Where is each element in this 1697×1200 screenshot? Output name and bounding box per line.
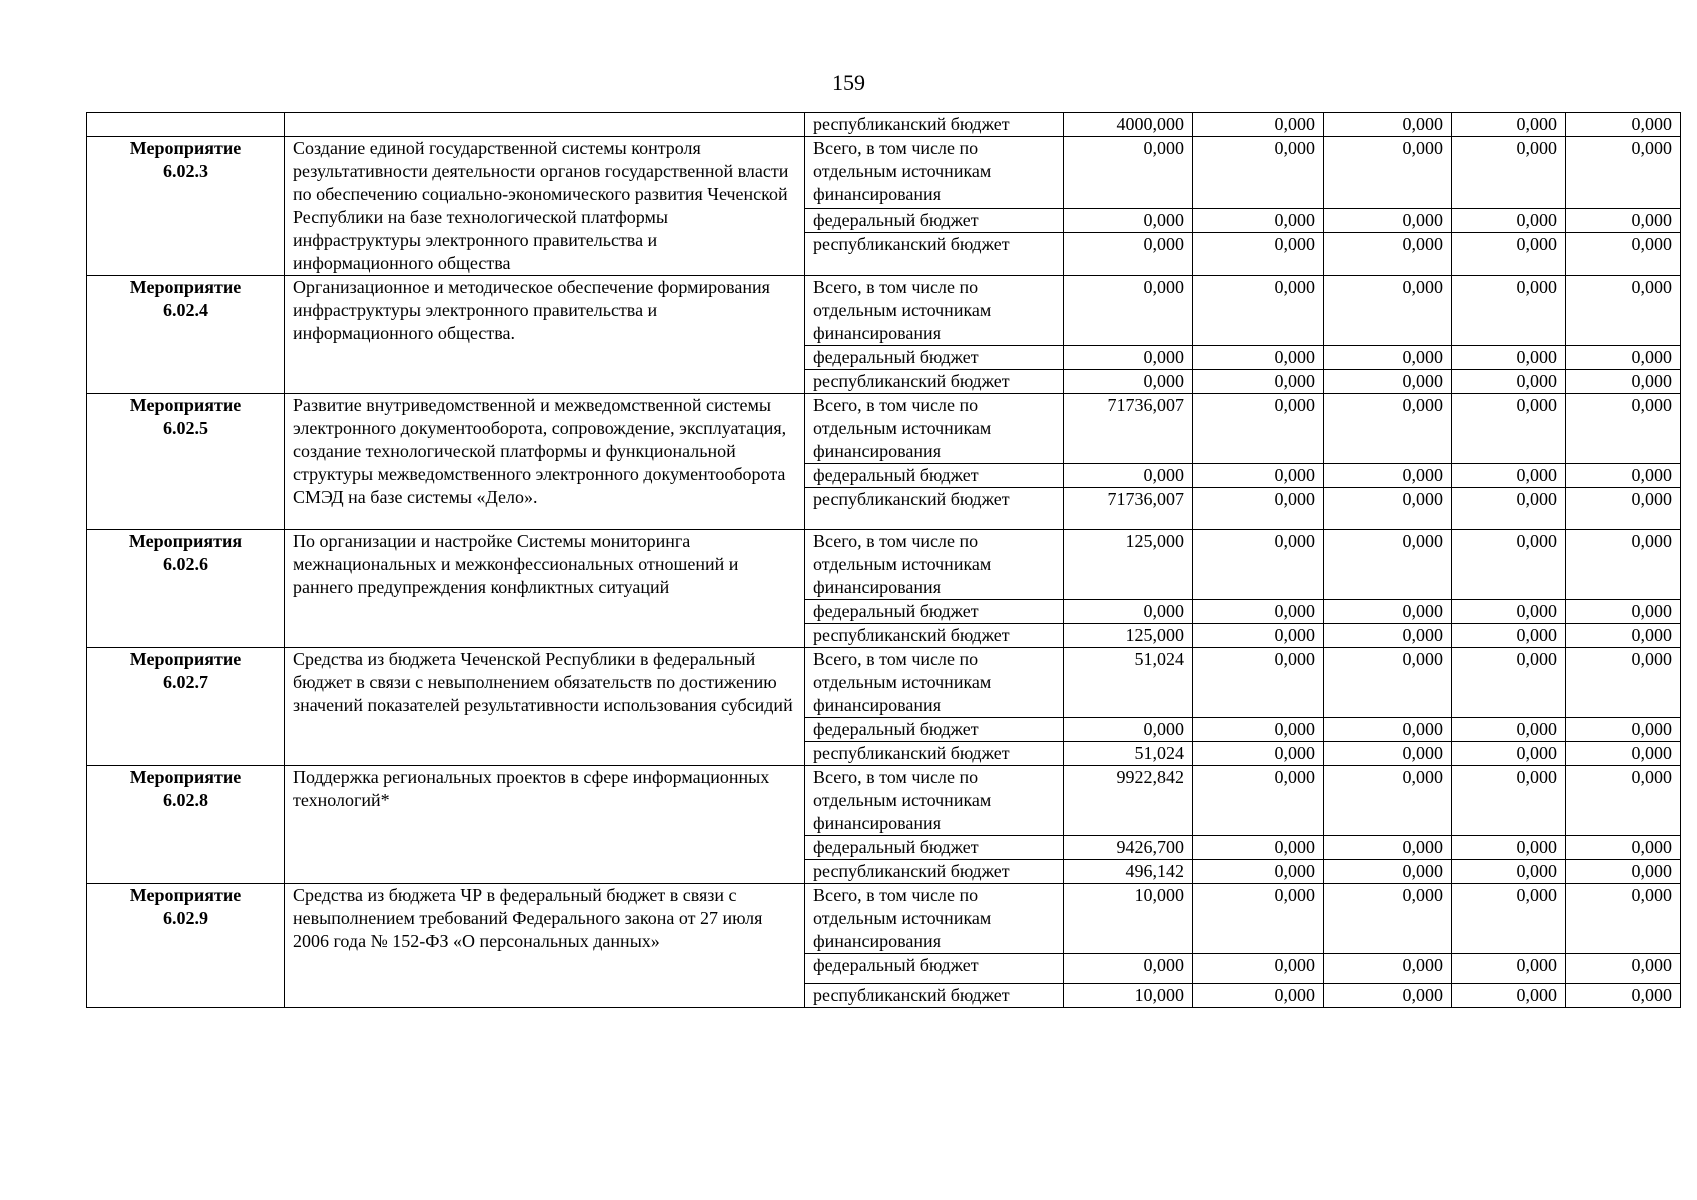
value-cell: 0,000 [1324, 346, 1452, 370]
measure-label-cell [87, 137, 285, 276]
value-cell: 0,000 [1193, 860, 1324, 884]
measure-label: Мероприятие [129, 767, 242, 787]
value-cell: 0,000 [1452, 766, 1566, 836]
value-cell: 0,000 [1452, 488, 1566, 530]
funding-source: республиканский бюджет [805, 624, 1064, 648]
measure-description: Организационное и методическое обеспечение формирования инфраструктуры электронного правительства и информационного общества. [285, 276, 805, 394]
value-cell: 0,000 [1324, 113, 1452, 137]
value-cell: 0,000 [1452, 137, 1566, 209]
financing-table [86, 112, 1681, 1008]
measure-row [87, 394, 1681, 464]
value-cell: 0,000 [1064, 276, 1193, 346]
value-cell: 0,000 [1324, 394, 1452, 464]
value-cell: 0,000 [1193, 648, 1324, 718]
value-cell: 0,000 [1452, 370, 1566, 394]
measure-row [87, 648, 1681, 718]
value-cell: 0,000 [1324, 600, 1452, 624]
value-cell: 51,024 [1064, 648, 1193, 718]
measure-row [87, 276, 1681, 346]
value-cell: 0,000 [1193, 208, 1324, 233]
value-cell: 0,000 [1324, 648, 1452, 718]
value-cell: 0,000 [1324, 276, 1452, 346]
value-cell: 0,000 [1452, 954, 1566, 984]
value-cell: 0,000 [1452, 648, 1566, 718]
value-cell: 0,000 [1452, 860, 1566, 884]
empty-description-cell [285, 113, 805, 137]
value-cell: 0,000 [1324, 488, 1452, 530]
measure-label: Мероприятие [129, 138, 242, 158]
value-cell: 0,000 [1324, 137, 1452, 209]
value-cell: 0,000 [1566, 860, 1681, 884]
measure-description: Средства из бюджета Чеченской Республики в федеральный бюджет в связи с невыполнением обязательств по достижению значений показателей результативности использования субсидий [285, 648, 805, 766]
value-cell: 0,000 [1452, 884, 1566, 954]
value-cell: 0,000 [1193, 742, 1324, 766]
value-cell: 0,000 [1193, 346, 1324, 370]
measure-code: 6.02.3 [163, 161, 208, 181]
value-cell: 0,000 [1193, 600, 1324, 624]
funding-source: республиканский бюджет [805, 860, 1064, 884]
funding-source: Всего, в том числе по отдельным источникам финансирования [805, 766, 1064, 836]
value-cell: 0,000 [1064, 600, 1193, 624]
value-cell: 0,000 [1566, 984, 1681, 1008]
funding-source: республиканский бюджет [805, 370, 1064, 394]
value-cell: 0,000 [1452, 113, 1566, 137]
measure-label-cell [87, 394, 285, 530]
value-cell: 0,000 [1193, 233, 1324, 276]
measure-label-cell [87, 766, 285, 884]
value-cell: 0,000 [1566, 884, 1681, 954]
measure-row [87, 137, 1681, 209]
value-cell: 0,000 [1566, 208, 1681, 233]
value-cell: 0,000 [1566, 370, 1681, 394]
value-cell: 0,000 [1193, 137, 1324, 209]
value-cell: 0,000 [1452, 233, 1566, 276]
empty-measure-cell [87, 113, 285, 137]
funding-source: федеральный бюджет [805, 954, 1064, 984]
measure-label-cell [87, 648, 285, 766]
value-cell: 0,000 [1566, 276, 1681, 346]
value-cell: 0,000 [1566, 624, 1681, 648]
value-cell: 0,000 [1324, 370, 1452, 394]
value-cell: 0,000 [1324, 530, 1452, 600]
value-cell: 0,000 [1064, 954, 1193, 984]
value-cell: 0,000 [1193, 276, 1324, 346]
value-cell: 125,000 [1064, 624, 1193, 648]
value-cell: 0,000 [1193, 370, 1324, 394]
value-cell: 0,000 [1324, 718, 1452, 742]
funding-source: федеральный бюджет [805, 346, 1064, 370]
value-cell: 0,000 [1193, 394, 1324, 464]
value-cell: 0,000 [1193, 954, 1324, 984]
measure-label: Мероприятие [129, 395, 242, 415]
measure-label: Мероприятие [129, 885, 242, 905]
value-cell: 0,000 [1064, 208, 1193, 233]
measure-row [87, 766, 1681, 836]
funding-source: республиканский бюджет [805, 488, 1064, 530]
value-cell: 0,000 [1193, 464, 1324, 488]
measure-description: По организации и настройке Системы мониторинга межнациональных и межконфессиональных отношений и раннего предупреждения конфликтных ситуаций [285, 530, 805, 648]
value-cell: 0,000 [1566, 394, 1681, 464]
funding-source: республиканский бюджет [805, 984, 1064, 1008]
value-cell: 0,000 [1566, 836, 1681, 860]
value-cell: 0,000 [1566, 113, 1681, 137]
measure-row [87, 884, 1681, 954]
value-cell: 0,000 [1566, 954, 1681, 984]
value-cell: 0,000 [1324, 208, 1452, 233]
value-cell: 0,000 [1452, 346, 1566, 370]
value-cell: 0,000 [1193, 530, 1324, 600]
value-cell: 0,000 [1193, 488, 1324, 530]
funding-source: федеральный бюджет [805, 208, 1064, 233]
value-cell: 0,000 [1566, 742, 1681, 766]
value-cell: 0,000 [1064, 137, 1193, 209]
measure-label-cell [87, 530, 285, 648]
value-cell: 0,000 [1324, 766, 1452, 836]
funding-source: федеральный бюджет [805, 600, 1064, 624]
measure-code: 6.02.7 [163, 672, 208, 692]
value-cell: 0,000 [1566, 718, 1681, 742]
value-cell: 0,000 [1064, 346, 1193, 370]
value-cell: 0,000 [1452, 984, 1566, 1008]
funding-source: Всего, в том числе по отдельным источникам финансирования [805, 276, 1064, 346]
measure-code: 6.02.9 [163, 908, 208, 928]
measure-label: Мероприятие [129, 277, 242, 297]
value-cell: 0,000 [1324, 742, 1452, 766]
funding-source: федеральный бюджет [805, 718, 1064, 742]
value-cell: 0,000 [1324, 860, 1452, 884]
value-cell: 0,000 [1452, 394, 1566, 464]
value-cell: 0,000 [1452, 836, 1566, 860]
funding-source: Всего, в том числе по отдельным источникам финансирования [805, 648, 1064, 718]
value-cell: 0,000 [1193, 624, 1324, 648]
value-cell: 0,000 [1324, 954, 1452, 984]
funding-source: федеральный бюджет [805, 836, 1064, 860]
funding-source: федеральный бюджет [805, 464, 1064, 488]
financing-table-body [87, 113, 1681, 1008]
value-cell: 0,000 [1566, 648, 1681, 718]
value-cell: 0,000 [1064, 233, 1193, 276]
value-cell: 0,000 [1566, 233, 1681, 276]
funding-source: Всего, в том числе по отдельным источникам финансирования [805, 394, 1064, 464]
carry-over-row [87, 113, 1681, 137]
value-cell: 0,000 [1566, 346, 1681, 370]
value-cell: 0,000 [1566, 530, 1681, 600]
value-cell: 0,000 [1324, 233, 1452, 276]
measure-code: 6.02.8 [163, 790, 208, 810]
value-cell: 496,142 [1064, 860, 1193, 884]
value-cell: 0,000 [1193, 836, 1324, 860]
value-cell: 0,000 [1193, 984, 1324, 1008]
funding-source: Всего, в том числе по отдельным источникам финансирования [805, 530, 1064, 600]
value-cell: 71736,007 [1064, 488, 1193, 530]
value-cell: 0,000 [1193, 884, 1324, 954]
value-cell: 0,000 [1452, 624, 1566, 648]
value-cell: 9426,700 [1064, 836, 1193, 860]
value-cell: 0,000 [1193, 766, 1324, 836]
measure-description: Создание единой государственной системы контроля результативности деятельности органов государственной власти по обеспечению социально-экономического развития Чеченской Республики на базе технологической платформы инфраструктуры электронного правительства и информационного общества [285, 137, 805, 276]
value-cell: 0,000 [1452, 530, 1566, 600]
measure-code: 6.02.4 [163, 300, 208, 320]
measure-code: 6.02.6 [163, 554, 208, 574]
page-number: 159 [832, 70, 865, 95]
value-cell: 0,000 [1324, 624, 1452, 648]
funding-source: Всего, в том числе по отдельным источникам финансирования [805, 137, 1064, 209]
value-cell: 71736,007 [1064, 394, 1193, 464]
value-cell: 0,000 [1566, 766, 1681, 836]
value-cell: 0,000 [1064, 370, 1193, 394]
value-cell: 0,000 [1566, 488, 1681, 530]
value-cell: 9922,842 [1064, 766, 1193, 836]
value-cell: 0,000 [1324, 836, 1452, 860]
measure-row [87, 530, 1681, 600]
measure-label-cell [87, 276, 285, 394]
measure-label: Мероприятие [129, 649, 242, 669]
value-cell: 0,000 [1566, 600, 1681, 624]
measure-description: Развитие внутриведомственной и межведомственной системы электронного документооборота, сопровождение, эксплуатация, создание технологической платформы и функциональной структуры межведомственного электронного документооборота СМЭД на базе системы «Дело». [285, 394, 805, 530]
value-cell: 125,000 [1064, 530, 1193, 600]
value-cell: 0,000 [1452, 600, 1566, 624]
value-cell: 0,000 [1452, 276, 1566, 346]
value-cell: 0,000 [1064, 718, 1193, 742]
value-cell: 0,000 [1566, 464, 1681, 488]
measure-description: Поддержка региональных проектов в сфере информационных технологий* [285, 766, 805, 884]
value-cell: 0,000 [1452, 718, 1566, 742]
value-cell: 4000,000 [1064, 113, 1193, 137]
measure-label-cell [87, 884, 285, 1008]
funding-source: республиканский бюджет [805, 233, 1064, 276]
value-cell: 10,000 [1064, 984, 1193, 1008]
measure-label: Мероприятия [128, 531, 243, 551]
value-cell: 10,000 [1064, 884, 1193, 954]
funding-source: Всего, в том числе по отдельным источникам финансирования [805, 884, 1064, 954]
value-cell: 0,000 [1566, 137, 1681, 209]
value-cell: 0,000 [1452, 208, 1566, 233]
value-cell: 0,000 [1324, 884, 1452, 954]
value-cell: 0,000 [1064, 464, 1193, 488]
value-cell: 0,000 [1193, 718, 1324, 742]
value-cell: 0,000 [1324, 464, 1452, 488]
value-cell: 0,000 [1193, 113, 1324, 137]
funding-source: республиканский бюджет [805, 742, 1064, 766]
value-cell: 0,000 [1452, 464, 1566, 488]
value-cell: 51,024 [1064, 742, 1193, 766]
value-cell: 0,000 [1324, 984, 1452, 1008]
measure-code: 6.02.5 [163, 418, 208, 438]
measure-description: Средства из бюджета ЧР в федеральный бюджет в связи с невыполнением требований Федерального закона от 27 июля 2006 года № 152-ФЗ «О персональных данных» [285, 884, 805, 1008]
value-cell: 0,000 [1452, 742, 1566, 766]
funding-source: республиканский бюджет [805, 113, 1064, 137]
